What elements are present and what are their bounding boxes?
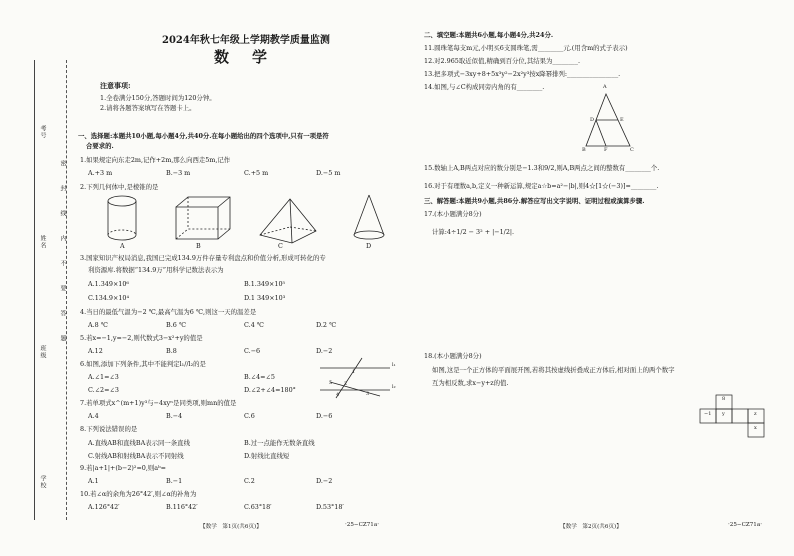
q6-angle-5: 5	[329, 380, 333, 386]
section2-heading: 二、填空题:本题共6小题,每小题4分,共24分.	[424, 31, 554, 39]
margin-label-kaohao: 考号	[39, 125, 46, 139]
q14-label-c: C	[630, 147, 634, 153]
seal-word: 要	[59, 285, 66, 292]
q5-option-d: D.−2	[316, 347, 333, 355]
q4-option-c: C.4 ℃	[244, 321, 264, 329]
q3-option-a: A.1.349×10⁶	[88, 280, 129, 288]
q18-title: 18.(本小题满分8分)	[424, 352, 482, 360]
cone-shape	[354, 195, 384, 239]
q1-option-b: B.−3 m	[166, 169, 191, 177]
q14: 14.如图,与∠C构成同旁内角的有________.	[424, 83, 545, 91]
q17-expression: 计算:4÷1/2 − 3² + |−1/2|.	[432, 228, 515, 236]
q5-option-c: C.−6	[244, 347, 261, 355]
net-cell-y: y	[722, 411, 725, 417]
q9-option-d: D.−2	[316, 477, 333, 485]
q5-option-a: A.12	[88, 347, 103, 355]
q6-option-c: C.∠2=∠3	[88, 386, 119, 394]
q8-option-d: D.射线比直线短	[244, 452, 290, 460]
q6-stem: 6.如图,添加下列条件,其中不能判定l₁//l₂的是	[80, 360, 206, 368]
q6-label-l1: l₁	[392, 362, 396, 368]
q2-label-a: A	[120, 242, 125, 250]
footer-page-2: 【数学 第2页(共6页)】	[560, 524, 622, 530]
footer-code-1: ·25−CZ71a·	[345, 522, 379, 528]
net-cell-8: 8	[722, 396, 726, 402]
q3-option-d: D.1 349×10³	[244, 294, 286, 302]
q9-option-a: A.1	[88, 477, 99, 485]
q2-stem: 2.下列几何体中,是棱锥的是	[80, 183, 159, 191]
q1-option-d: D.−5 m	[316, 169, 341, 177]
q14-label-b: B	[582, 147, 586, 153]
margin-label-xuexiao: 学校	[39, 475, 46, 489]
q8-option-c: C.射线AB和射线BA表示不同射线	[88, 452, 184, 460]
q10-option-c: C.63°18′	[244, 503, 272, 511]
exam-title: 2024年秋七年级上学期教学质量监测	[162, 35, 330, 46]
q7-option-a: A.4	[88, 412, 99, 420]
q3-stem: 3.国家知识产权局消息,我国已完成134.9万件存量专利盘点和价值分析,形成可转化的专	[80, 254, 326, 262]
q14-label-e: E	[620, 117, 624, 123]
q6-label-l2: l₂	[392, 384, 396, 390]
section1-heading-2: 合要求的.	[86, 142, 114, 150]
q14-label-d: D	[590, 117, 595, 123]
q11: 11.圆珠笔每支m元,小明买6支圆珠笔,需________元.(用含m的式子表示)	[424, 44, 628, 52]
q2-label-d: D	[366, 242, 372, 250]
q2-solids-figure	[84, 193, 394, 255]
q12: 12.对2.965取近似值,精确到百分位,其结果为________.	[424, 57, 580, 65]
q4-option-d: D.2 ℃	[316, 321, 337, 329]
net-cell-x: x	[754, 425, 757, 431]
q7-option-d: D.−6	[316, 412, 333, 420]
q14-triangle-figure	[578, 90, 638, 156]
q6-option-d: D.∠2+∠4=180°	[244, 386, 296, 394]
q14-label-f: F	[604, 147, 608, 153]
footer-page-1: 【数学 第1页(共6页)】	[200, 524, 262, 530]
notice-item: 1.全卷满分150分,答题时间为120分钟。	[100, 94, 216, 102]
q1-option-c: C.+5 m	[244, 169, 269, 177]
q5-option-b: B.8	[166, 347, 177, 355]
footer-code-2: ·25−CZ71a·	[728, 522, 762, 528]
q2-label-c: C	[278, 242, 283, 250]
q17-title: 17.(本小题满分8分)	[424, 210, 482, 218]
cylinder-shape	[108, 196, 136, 240]
notice-item: 2.请将各题答案填写在答题卡上。	[100, 104, 196, 112]
q8-stem: 8.下列说法错误的是	[80, 425, 138, 433]
q4-stem: 4.当日的最低气温为−2 ℃,最高气温为6 ℃,则这一天的温差是	[80, 308, 257, 316]
q6-angle-4: 4	[336, 392, 340, 398]
q10-option-d: D.53°18′	[316, 503, 344, 511]
q3-option-c: C.134.9×10⁴	[88, 294, 130, 302]
net-cell-z: z	[754, 411, 757, 417]
seal-word: 不	[59, 260, 66, 267]
q9-stem: 9.若|a+1|+(b−2)²=0,则aᵇ=	[80, 464, 167, 472]
margin-label-banji: 班级	[39, 345, 46, 359]
q10-option-a: A.126°42′	[88, 503, 120, 511]
margin-label-xingming: 姓名	[39, 235, 46, 249]
q10-option-b: B.116°42′	[166, 503, 198, 511]
q5-stem: 5.若x=−1,y=−2,则代数式3−x²+y的值是	[80, 334, 203, 342]
q6-option-b: B.∠4=∠5	[244, 373, 275, 381]
cube-net-figure	[696, 393, 776, 445]
q8-option-a: A.直线AB和直线BA表示同一条直线	[88, 439, 190, 447]
q10-stem: 10.若∠α的余角为26°42′,则∠α的补角为	[80, 490, 197, 498]
section3-heading: 三、解答题:本题共9小题,共86分.解答应写出文字说明、证明过程或演算步骤.	[424, 197, 645, 205]
q18-body-2: 互为相反数,求x−y+z的值.	[432, 379, 509, 387]
q18-body: 如图,这是一个正方体的平面展开图,若将其按虚线折叠成正方体后,相对面上的两个数字	[432, 366, 675, 374]
q9-option-c: C.2	[244, 477, 255, 485]
margin-line-outer	[34, 60, 35, 520]
q3-option-b: B.1.349×10⁵	[244, 280, 286, 288]
seal-word: 封	[59, 185, 66, 192]
q1-option-a: A.+3 m	[88, 169, 113, 177]
q14-label-a: A	[603, 84, 607, 90]
q15: 15.数轴上A,B两点对应的数分别是−1.3和9/2,则A,B两点之间的整数有________个.	[424, 164, 660, 172]
q6-angle-2: 2	[344, 381, 348, 387]
q7-stem: 7.若单项式x^(m+1)y³与−4xyⁿ是同类项,则mn的值是	[80, 399, 237, 407]
q9-option-b: B.−1	[166, 477, 183, 485]
q13: 13.把多项式−3xy+8+5x³y²−2x²y³按x降幂排列:________________.	[424, 70, 621, 78]
q6-parallel-lines-figure	[318, 356, 398, 402]
q6-angle-3: 3	[366, 391, 370, 397]
section1-heading: 一、选择题:本题共10小题,每小题4分,共40分.在每小题给出的四个选项中,只有一项是符	[78, 132, 329, 140]
q6-angle-1: 1	[352, 369, 356, 375]
seal-word: 内	[59, 235, 66, 242]
q2-label-b: B	[196, 242, 201, 250]
pyramid-shape	[260, 199, 316, 243]
q3-stem-2: 利资源库.将数据“134.9万”用科学记数法表示为	[88, 266, 224, 274]
q4-option-b: B.6 ℃	[166, 321, 186, 329]
subject-title: 数 学	[214, 48, 272, 66]
q7-option-c: C.6	[244, 412, 255, 420]
seal-word: 答	[59, 310, 66, 317]
seal-word: 线	[59, 210, 66, 217]
q1-stem: 1.如果规定向东走2m,记作+2m,那么向西走5m,记作	[80, 156, 231, 164]
q8-option-b: B.过一点能作无数条直线	[244, 439, 315, 447]
q6-option-a: A.∠1=∠3	[88, 373, 119, 381]
prism-shape	[176, 197, 230, 239]
q7-option-b: B.−4	[166, 412, 183, 420]
notice-heading: 注意事项:	[100, 81, 131, 90]
q16: 16.对于有理数a,b,定义一种新运算,规定a☆b=a²−|b|,则4☆[1☆(−3)]=________.	[424, 182, 659, 190]
seal-word: 密	[59, 160, 66, 167]
net-cell-neg1: −1	[704, 411, 712, 417]
q4-option-a: A.8 ℃	[88, 321, 108, 329]
seal-word: 题	[59, 335, 66, 342]
